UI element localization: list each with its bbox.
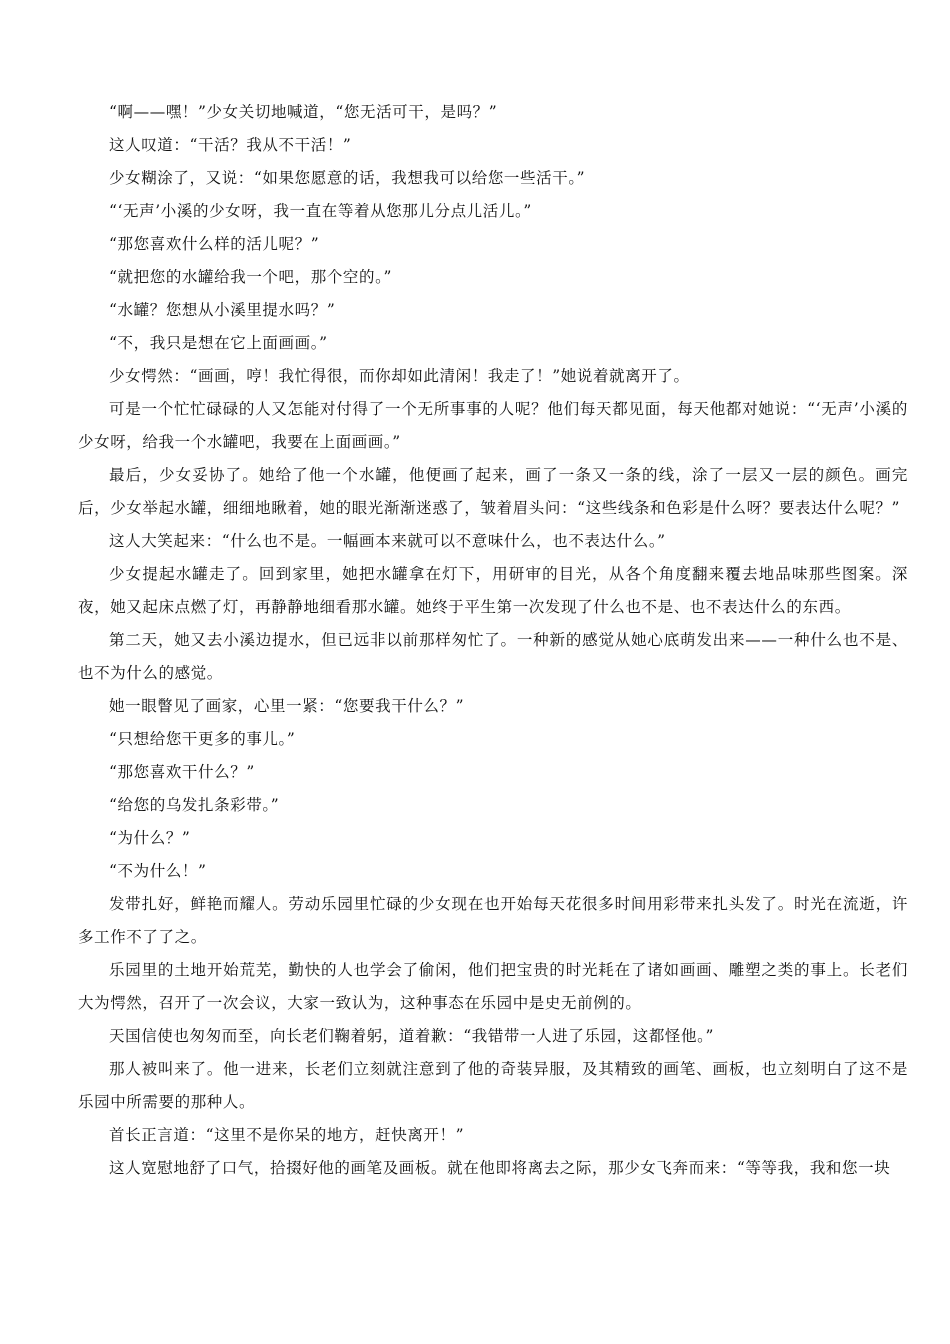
paragraph: 少女提起水罐走了。回到家里，她把水罐拿在灯下，用研审的目光，从各个角度翻来覆去地品味那些图案。深夜，她又起床点燃了灯，再静静地细看那水罐。她终于平生第一次发现了什么也不是、也不表达什么的东西。 bbox=[78, 565, 908, 616]
paragraph: 发带扎好，鲜艳而耀人。劳动乐园里忙碌的少女现在也开始每天花很多时间用彩带来扎头发了。时光在流逝，许多工作不了了之。 bbox=[78, 895, 908, 946]
paragraph: “那您喜欢什么样的活儿呢？” bbox=[109, 235, 320, 253]
paragraph: 这人大笑起来：“什么也不是。一幅画本来就可以不意味什么，也不表达什么。” bbox=[109, 532, 666, 550]
paragraph: 第二天，她又去小溪边提水，但已远非以前那样匆忙了。一种新的感觉从她心底萌发出来——一种什么也不是、也不为什么的感觉。 bbox=[78, 631, 908, 682]
paragraph: 少女糊涂了，又说：“如果您愿意的话，我想我可以给您一些活干。” bbox=[109, 169, 586, 187]
paragraph: “就把您的水罐给我一个吧，那个空的。” bbox=[109, 268, 392, 286]
paragraph: “不为什么！” bbox=[109, 862, 207, 880]
paragraph: 首长正言道：“这里不是你呆的地方，赶快离开！” bbox=[109, 1126, 465, 1144]
paragraph: 那人被叫来了。他一进来，长老们立刻就注意到了他的奇装异服，及其精致的画笔、画板，也立刻明白了这不是乐园中所需要的那种人。 bbox=[78, 1060, 908, 1111]
paragraph: “水罐？您想从小溪里提水吗？” bbox=[109, 301, 336, 319]
paragraph: 少女愕然：“画画，哼！我忙得很，而你却如此清闲！我走了！”她说着就离开了。 bbox=[109, 367, 690, 385]
paragraph: 可是一个忙忙碌碌的人又怎能对付得了一个无所事事的人呢？他们每天都见面，每天他都对她说：“‘无声’小溪的少女呀，给我一个水罐吧，我要在上面画画。” bbox=[78, 400, 908, 451]
story-text bbox=[78, 96, 908, 1185]
paragraph: 这人宽慰地舒了口气，拾掇好他的画笔及画板。就在他即将离去之际，那少女飞奔而来：“等等我，我和您一块 bbox=[109, 1159, 891, 1177]
paragraph: 她一眼瞥见了画家，心里一紧：“您要我干什么？” bbox=[109, 697, 465, 715]
paragraph: 天国信使也匆匆而至，向长老们鞠着躬，道着歉：“我错带一人进了乐园，这都怪他。” bbox=[109, 1027, 715, 1045]
paragraph: 乐园里的土地开始荒芜，勤快的人也学会了偷闲，他们把宝贵的时光耗在了诸如画画、雕塑之类的事上。长老们大为愕然，召开了一次会议，大家一致认为，这种事态在乐园中是史无前例的。 bbox=[78, 961, 908, 1012]
paragraph: “不，我只是想在它上面画画。” bbox=[109, 334, 328, 352]
paragraph: 最后，少女妥协了。她给了他一个水罐，他便画了起来，画了一条又一条的线，涂了一层又一层的颜色。画完后，少女举起水罐，细细地瞅着，她的眼光渐渐迷惑了，皱着眉头问：“这些线条和色彩是什么呀？要表达什么呢？” bbox=[78, 466, 908, 517]
paragraph: “‘无声’小溪的少女呀，我一直在等着从您那儿分点儿活儿。” bbox=[109, 202, 532, 220]
paragraph: “那您喜欢干什么？” bbox=[109, 763, 255, 781]
paragraph: “只想给您干更多的事儿。” bbox=[109, 730, 296, 748]
paragraph: “给您的乌发扎条彩带。” bbox=[109, 796, 280, 814]
paragraph: “啊——嘿！”少女关切地喊道，“您无活可干，是吗？” bbox=[109, 103, 498, 121]
paragraph: “为什么？” bbox=[109, 829, 191, 847]
paragraph: 这人叹道：“干活？我从不干活！” bbox=[109, 136, 352, 154]
